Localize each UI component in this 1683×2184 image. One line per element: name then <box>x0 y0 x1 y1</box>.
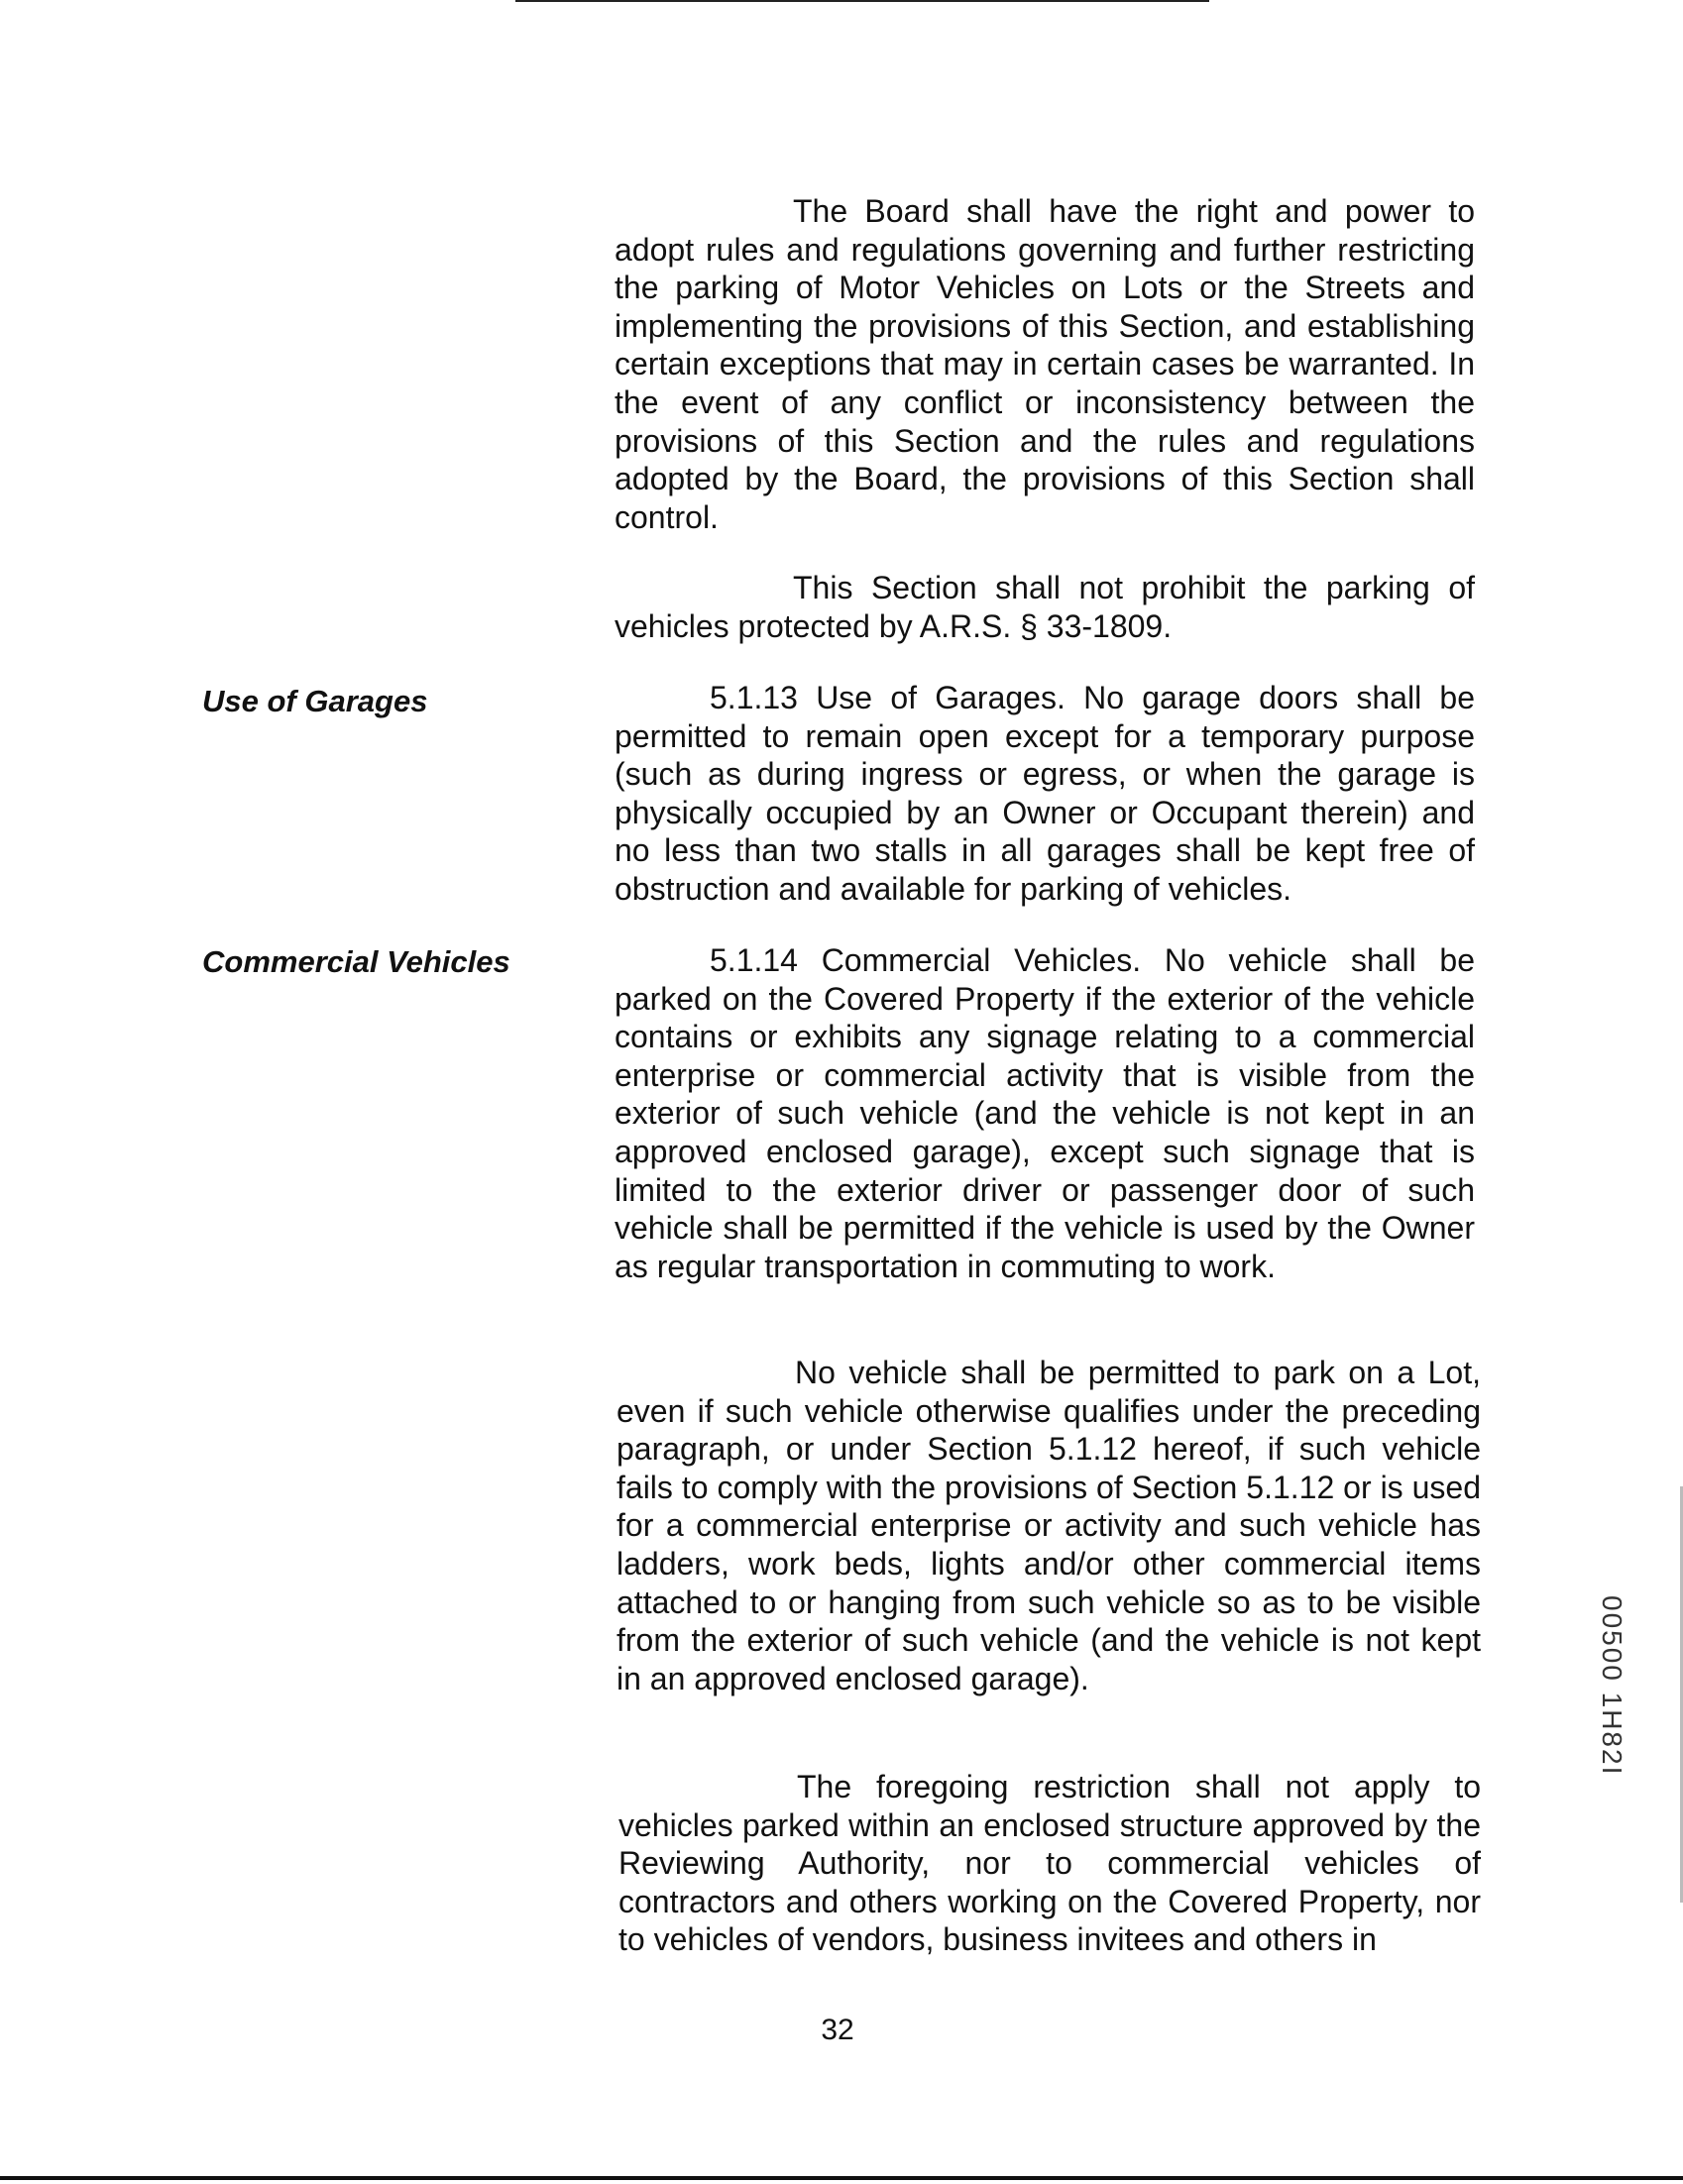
side-heading-use-of-garages: Use of Garages <box>202 684 428 718</box>
scan-edge-line-bottom <box>0 2176 1683 2180</box>
paragraph-foregoing-restriction: The foregoing restriction shall not apply to vehicles parked within an enclosed structure approved by the Reviewing Authority, nor to commercial vehicles of contractors and others working on the Covered Property, nor to vehicles of vendors, business invitees and others in <box>618 1769 1481 1958</box>
paragraph-ars-exception-block <box>615 569 1475 645</box>
paragraph-use-of-garages-block <box>615 679 1475 909</box>
document-control-stamp <box>1596 1595 1635 1863</box>
paragraph-ars-exception: This Section shall not prohibit the parking of vehicles protected by A.R.S. § 33-1809. <box>615 570 1475 644</box>
scan-edge-line-top <box>515 0 1209 2</box>
paragraph-board-rules: The Board shall have the right and power to adopt rules and regulations governing and further restricting the parking of Motor Vehicles on Lots or the Streets and implementing the provisions of this Section, and establishing certain exceptions that may in certain cases be warranted. In the event of any conflict or inconsistency between the provisions of this Section and the rules and regulations adopted by the Board, the provisions of this Section shall control. <box>615 193 1475 535</box>
side-heading-commercial-vehicles: Commercial Vehicles <box>202 944 510 979</box>
paragraph-use-of-garages: 5.1.13 Use of Garages. No garage doors shall be permitted to remain open except for a temporary purpose (such as during ingress or egress, or when the garage is physically occupied by an Owner or Occupant therein) and no less than two stalls in all garages shall be kept free of obstruction and available for parking of vehicles. <box>615 680 1475 907</box>
paragraph-commercial-vehicles: 5.1.14 Commercial Vehicles. No vehicle shall be parked on the Covered Property if the exterior of the vehicle contains or exhibits any signage relating to a commercial enterprise or commercial activity that is visible from the exterior of such vehicle (and the vehicle is not kept in an approved enclosed garage), except such signage that is limited to the exterior driver or passenger door of such vehicle shall be permitted if the vehicle is used by the Owner as regular transportation in commuting to work. <box>615 942 1475 1284</box>
paragraph-commercial-vehicles-block <box>615 941 1475 1285</box>
page-number: 32 <box>821 2014 854 2046</box>
paragraph-board-rules-block <box>615 192 1475 536</box>
paragraph-no-vehicle-park: No vehicle shall be permitted to park on a Lot, even if such vehicle otherwise qualifies under the preceding paragraph, or under Section 5.1.12 hereof, if such vehicle fails to comply with the provisions of Section 5.1.12 or is used for a commercial enterprise or activity and such vehicle has ladders, work beds, lights and/or other commercial items attached to or hanging from such vehicle so as to be visible from the exterior of such vehicle (and the vehicle is not kept in an approved enclosed garage). <box>617 1355 1481 1696</box>
paragraph-foregoing-restriction-block <box>618 1768 1481 1959</box>
paragraph-no-vehicle-park-block <box>617 1354 1481 1697</box>
document-control-stamp-text: 00500 1H82I <box>1597 1595 1627 1777</box>
